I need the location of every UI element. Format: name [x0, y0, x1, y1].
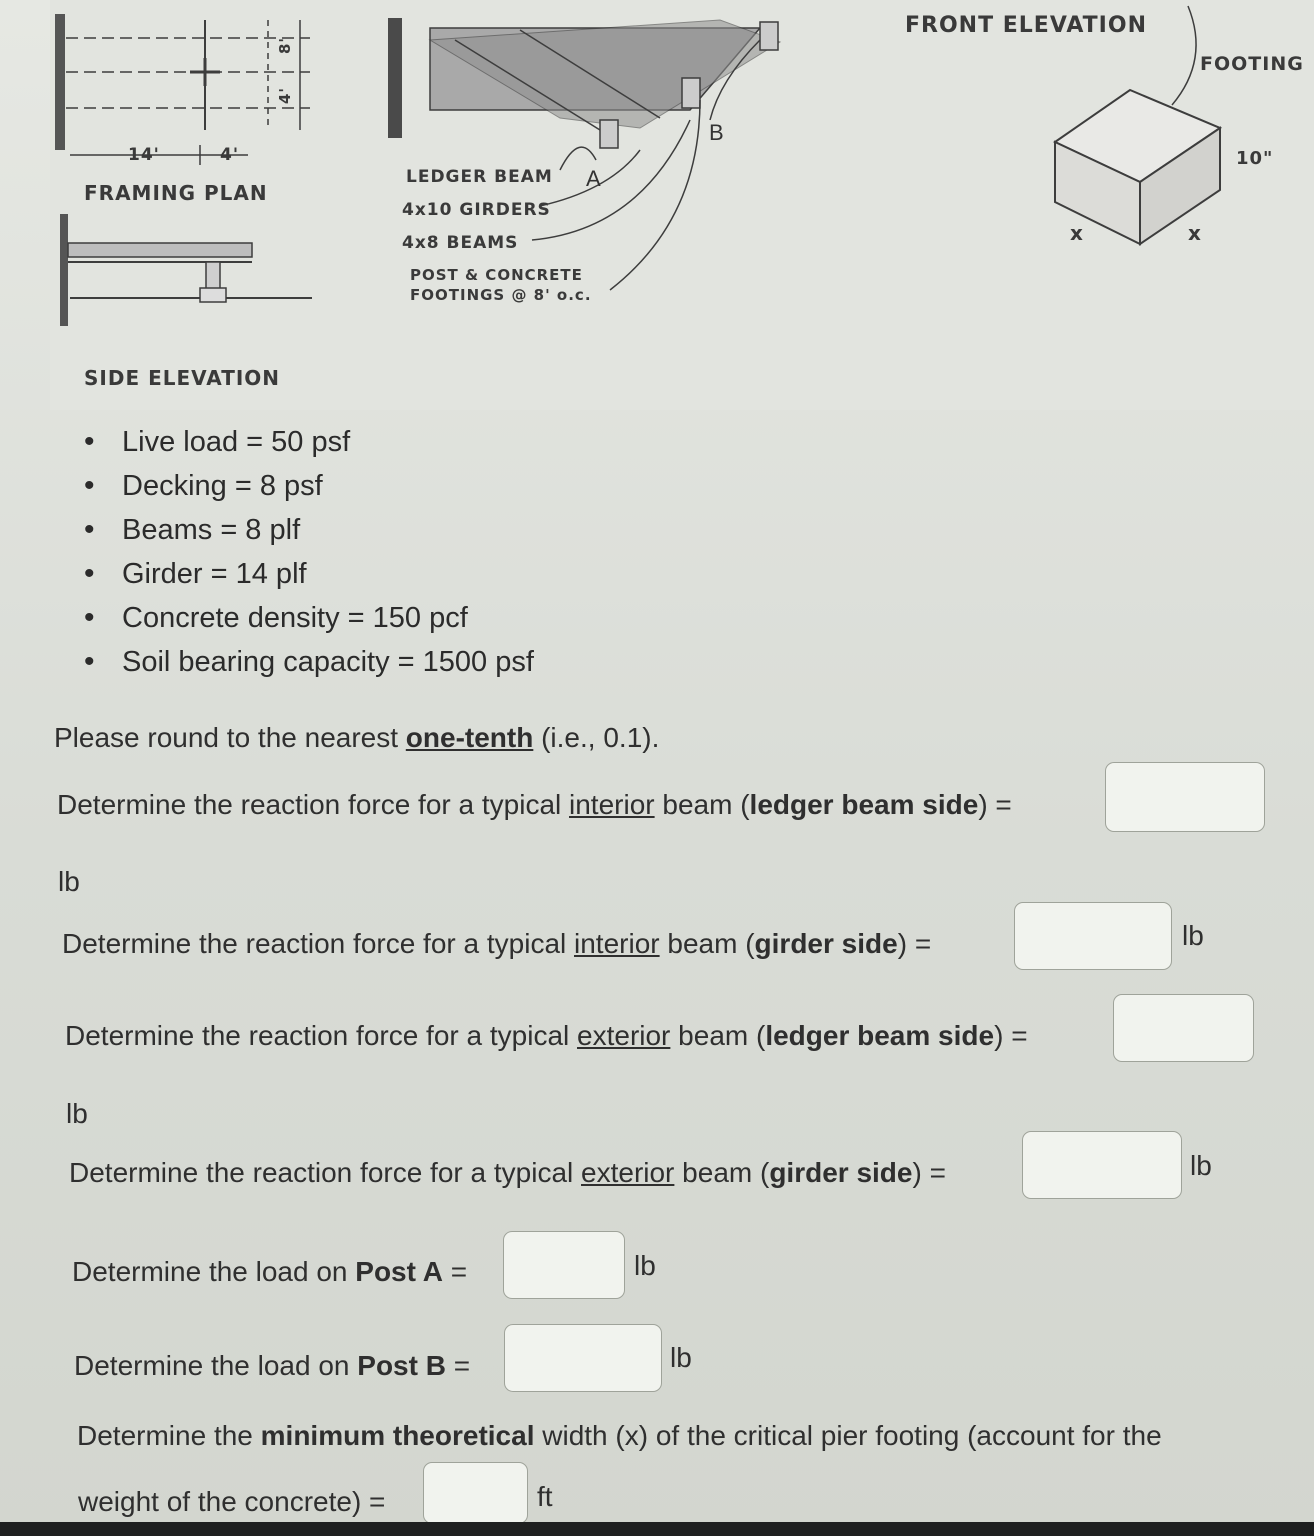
question-footing-width-line2: weight of the concrete) = — [78, 1486, 386, 1517]
width-x-right: x — [1188, 221, 1202, 245]
rounding-instruction: Please round to the nearest one-tenth (i.e., 0.1). — [54, 722, 660, 753]
answer-input-footing-width[interactable] — [423, 1462, 528, 1524]
question-footing-width: Determine the minimum theoretical width (x) of the critical pier footing (account for the — [77, 1420, 1162, 1451]
post-a-label: A — [586, 166, 601, 191]
plan-side-a: 8' — [276, 36, 294, 54]
footing-label: FOOTING — [1200, 53, 1304, 75]
question-interior-girder: Determine the reaction force for a typical interior beam (girder side) = — [62, 928, 932, 959]
unit-label: lb — [58, 866, 80, 897]
unit-label: lb — [1190, 1150, 1212, 1181]
unit-label: lb — [66, 1098, 88, 1129]
unit-label: ft — [537, 1481, 553, 1512]
framing-plan-label: FRAMING PLAN — [84, 181, 268, 205]
posts-label: POST & CONCRETE — [410, 266, 583, 284]
question-post-a: Determine the load on Post A = — [72, 1256, 468, 1287]
unit-label: lb — [634, 1250, 656, 1281]
unit-label: lb — [670, 1342, 692, 1373]
list-item: • Concrete density = 150 pcf — [80, 596, 534, 640]
ledger-beam-label: LEDGER BEAM — [406, 167, 553, 187]
list-item: • Girder = 14 plf — [80, 552, 534, 596]
list-item: • Live load = 50 psf — [80, 420, 534, 464]
deck-sketch — [0, 0, 1314, 410]
list-item: • Decking = 8 psf — [80, 464, 534, 508]
post-b-label: B — [709, 120, 724, 145]
answer-input-interior-ledger[interactable] — [1105, 762, 1265, 832]
depth-label: 10" — [1236, 148, 1274, 169]
question-interior-ledger: Determine the reaction force for a typical interior beam (ledger beam side) = — [57, 789, 1012, 820]
plan-dim-right: 4' — [220, 145, 240, 165]
beams-label: 4x8 BEAMS — [402, 233, 519, 253]
list-item: • Soil bearing capacity = 1500 psf — [80, 640, 534, 684]
question-exterior-ledger: Determine the reaction force for a typical exterior beam (ledger beam side) = — [65, 1020, 1028, 1051]
footings-label: FOOTINGS @ 8' o.c. — [410, 286, 592, 304]
front-elevation-label: FRONT ELEVATION — [905, 13, 1147, 38]
answer-input-post-a[interactable] — [503, 1231, 625, 1299]
question-post-b: Determine the load on Post B = — [74, 1350, 471, 1381]
unit-label: lb — [1182, 920, 1204, 951]
answer-input-exterior-ledger[interactable] — [1113, 994, 1254, 1062]
screen-edge — [0, 1522, 1314, 1536]
plan-side-b: 4' — [276, 86, 294, 104]
list-item: • Beams = 8 plf — [80, 508, 534, 552]
side-elevation-label: SIDE ELEVATION — [84, 366, 281, 390]
plan-dim-left: 14' — [128, 145, 160, 165]
load-list — [80, 420, 534, 684]
answer-input-interior-girder[interactable] — [1014, 902, 1172, 970]
answer-input-exterior-girder[interactable] — [1022, 1131, 1182, 1199]
girders-label: 4x10 GIRDERS — [402, 200, 551, 220]
question-exterior-girder: Determine the reaction force for a typical exterior beam (girder side) = — [69, 1157, 946, 1188]
width-x-left: x — [1070, 221, 1084, 245]
answer-input-post-b[interactable] — [504, 1324, 662, 1392]
